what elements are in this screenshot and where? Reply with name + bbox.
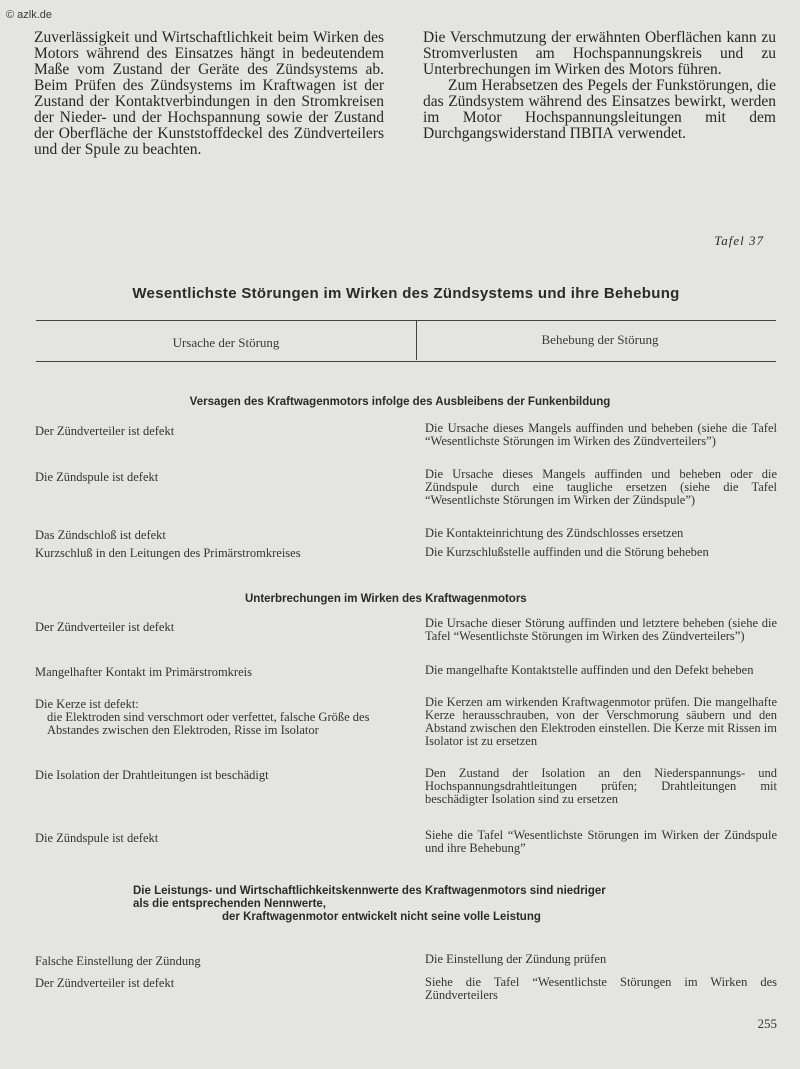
row-cause: Der Zündverteiler ist defekt (35, 424, 175, 438)
section-heading-line: Die Leistungs- und Wirtschaftlichkeitskennwerte des Kraftwagenmotors sind niedriger (133, 885, 606, 897)
column-header-cause: Ursache der Störung (172, 335, 280, 350)
row-cause: Die Zündspule ist defekt (35, 831, 159, 845)
row-cause: Falsche Einstellung der Zündung (35, 954, 201, 968)
intro-left-column (34, 30, 384, 158)
row-remedy: Die Ursache dieses Mangels auffinden und beheben oder die Zündspule durch eine taugliche ersetzen (siehe die Tafel “Wesentlichste Störungen im Wirken der Zündspule”) (425, 467, 777, 507)
row-remedy: Die Einstellung der Zündung prüfen (425, 952, 607, 966)
row-cause-main: Die Kerze ist defekt: (35, 697, 139, 711)
column-header-remedy: Behebung der Störung (541, 332, 659, 347)
intro-right-column (423, 30, 776, 142)
table-number: Tafel 37 (714, 233, 764, 248)
row-remedy: Die Kontakteinrichtung des Zündschlosses ersetzen (425, 526, 684, 540)
row-cause: Der Zündverteiler ist defekt (35, 620, 175, 634)
row-cause: Die Zündspule ist defekt (35, 470, 159, 484)
intro-right-paragraph-1: Die Verschmutzung der erwähnten Oberflächen kann zu Stromverlusten am Hochspannungskreis und zu Unterbrechungen im Wirken des Motors führen. (423, 29, 776, 78)
row-cause-detail: die Elektroden sind verschmort oder verfettet, falsche Größe des Abstandes zwischen den Elektroden, Risse im Isolator (47, 710, 370, 737)
table-title: Wesentlichste Störungen im Wirken des Zündsystems und ihre Behebung (132, 285, 680, 302)
row-remedy: Siehe die Tafel “Wesentlichste Störungen im Wirken der Zündspule und ihre Behebung” (425, 828, 777, 855)
row-remedy: Die mangelhafte Kontaktstelle auffinden und den Defekt beheben (425, 663, 754, 677)
row-remedy: Die Ursache dieser Störung auffinden und letztere beheben (siehe die Tafel “Wesentlichste Störungen im Wirken des Zündverteilers”) (425, 616, 777, 643)
table-top-rule (36, 320, 776, 321)
section-heading-line: der Kraftwagenmotor entwickelt nicht seine volle Leistung (222, 911, 541, 923)
row-cause: Der Zündverteiler ist defekt (35, 976, 175, 990)
row-cause (35, 698, 395, 737)
watermark: © azlk.de (6, 9, 53, 21)
row-remedy: Die Kerzen am wirkenden Kraftwagenmotor prüfen. Die mangelhafte Kerze herausschrauben, von der Verschmorung säubern und den Abstand zwischen den Elektroden einstellen. Die Kerze mit Rissen im Isolator ist zu ersetzen (425, 695, 777, 748)
page-number: 255 (757, 1016, 777, 1031)
row-cause: Das Zündschloß ist defekt (35, 528, 166, 542)
intro-left-paragraph: Zuverlässigkeit und Wirtschaftlichkeit beim Wirken des Motors während des Einsatzes hängt in bedeutendem Maße vom Zustand der Geräte des Zündsystems ab. Beim Prüfen des Zündsystems im Kraftwagen ist der Zustand der Kontaktverbindungen in den Stromkreisen der Nieder- und der Hochspannung sowie der Zustand der Oberfläche der Kunststoffdeckel des Zündverteilers und der Spule zu beachten. (34, 29, 384, 158)
row-remedy: Den Zustand der Isolation an den Niederspannungs- und Hochspannungsdrahtleitungen prüfen; Drahtleitungen mit beschädigter Isolation sind zu ersetzen (425, 766, 777, 806)
intro-right-paragraph-2: Zum Herabsetzen des Pegels der Funkstörungen, die das Zündsystem während des Einsatzes bewirkt, werden im Motor Hochspannungsleitungen mit dem Durchgangswiderstand ПВПА verwendet. (423, 77, 776, 142)
row-cause: Die Isolation der Drahtleitungen ist beschädigt (35, 768, 269, 782)
header-bottom-rule (36, 361, 776, 362)
row-cause: Mangelhafter Kontakt im Primärstromkreis (35, 665, 252, 679)
section-heading: Versagen des Kraftwagenmotors infolge des Ausbleibens der Funkenbildung (189, 396, 611, 408)
row-remedy: Die Kurzschlußstelle auffinden und die Störung beheben (425, 545, 709, 559)
row-remedy: Die Ursache dieses Mangels auffinden und beheben (siehe die Tafel “Wesentlichste Störungen im Wirken des Zündverteilers”) (425, 421, 777, 448)
row-remedy: Siehe die Tafel “Wesentlichste Störungen im Wirken des Zündverteilers (425, 975, 777, 1002)
section-heading: Unterbrechungen im Wirken des Kraftwagenmotors (245, 593, 527, 605)
section-heading-line: als die entsprechenden Nennwerte, (133, 898, 327, 910)
row-cause: Kurzschluß in den Leitungen des Primärstromkreises (35, 546, 301, 560)
